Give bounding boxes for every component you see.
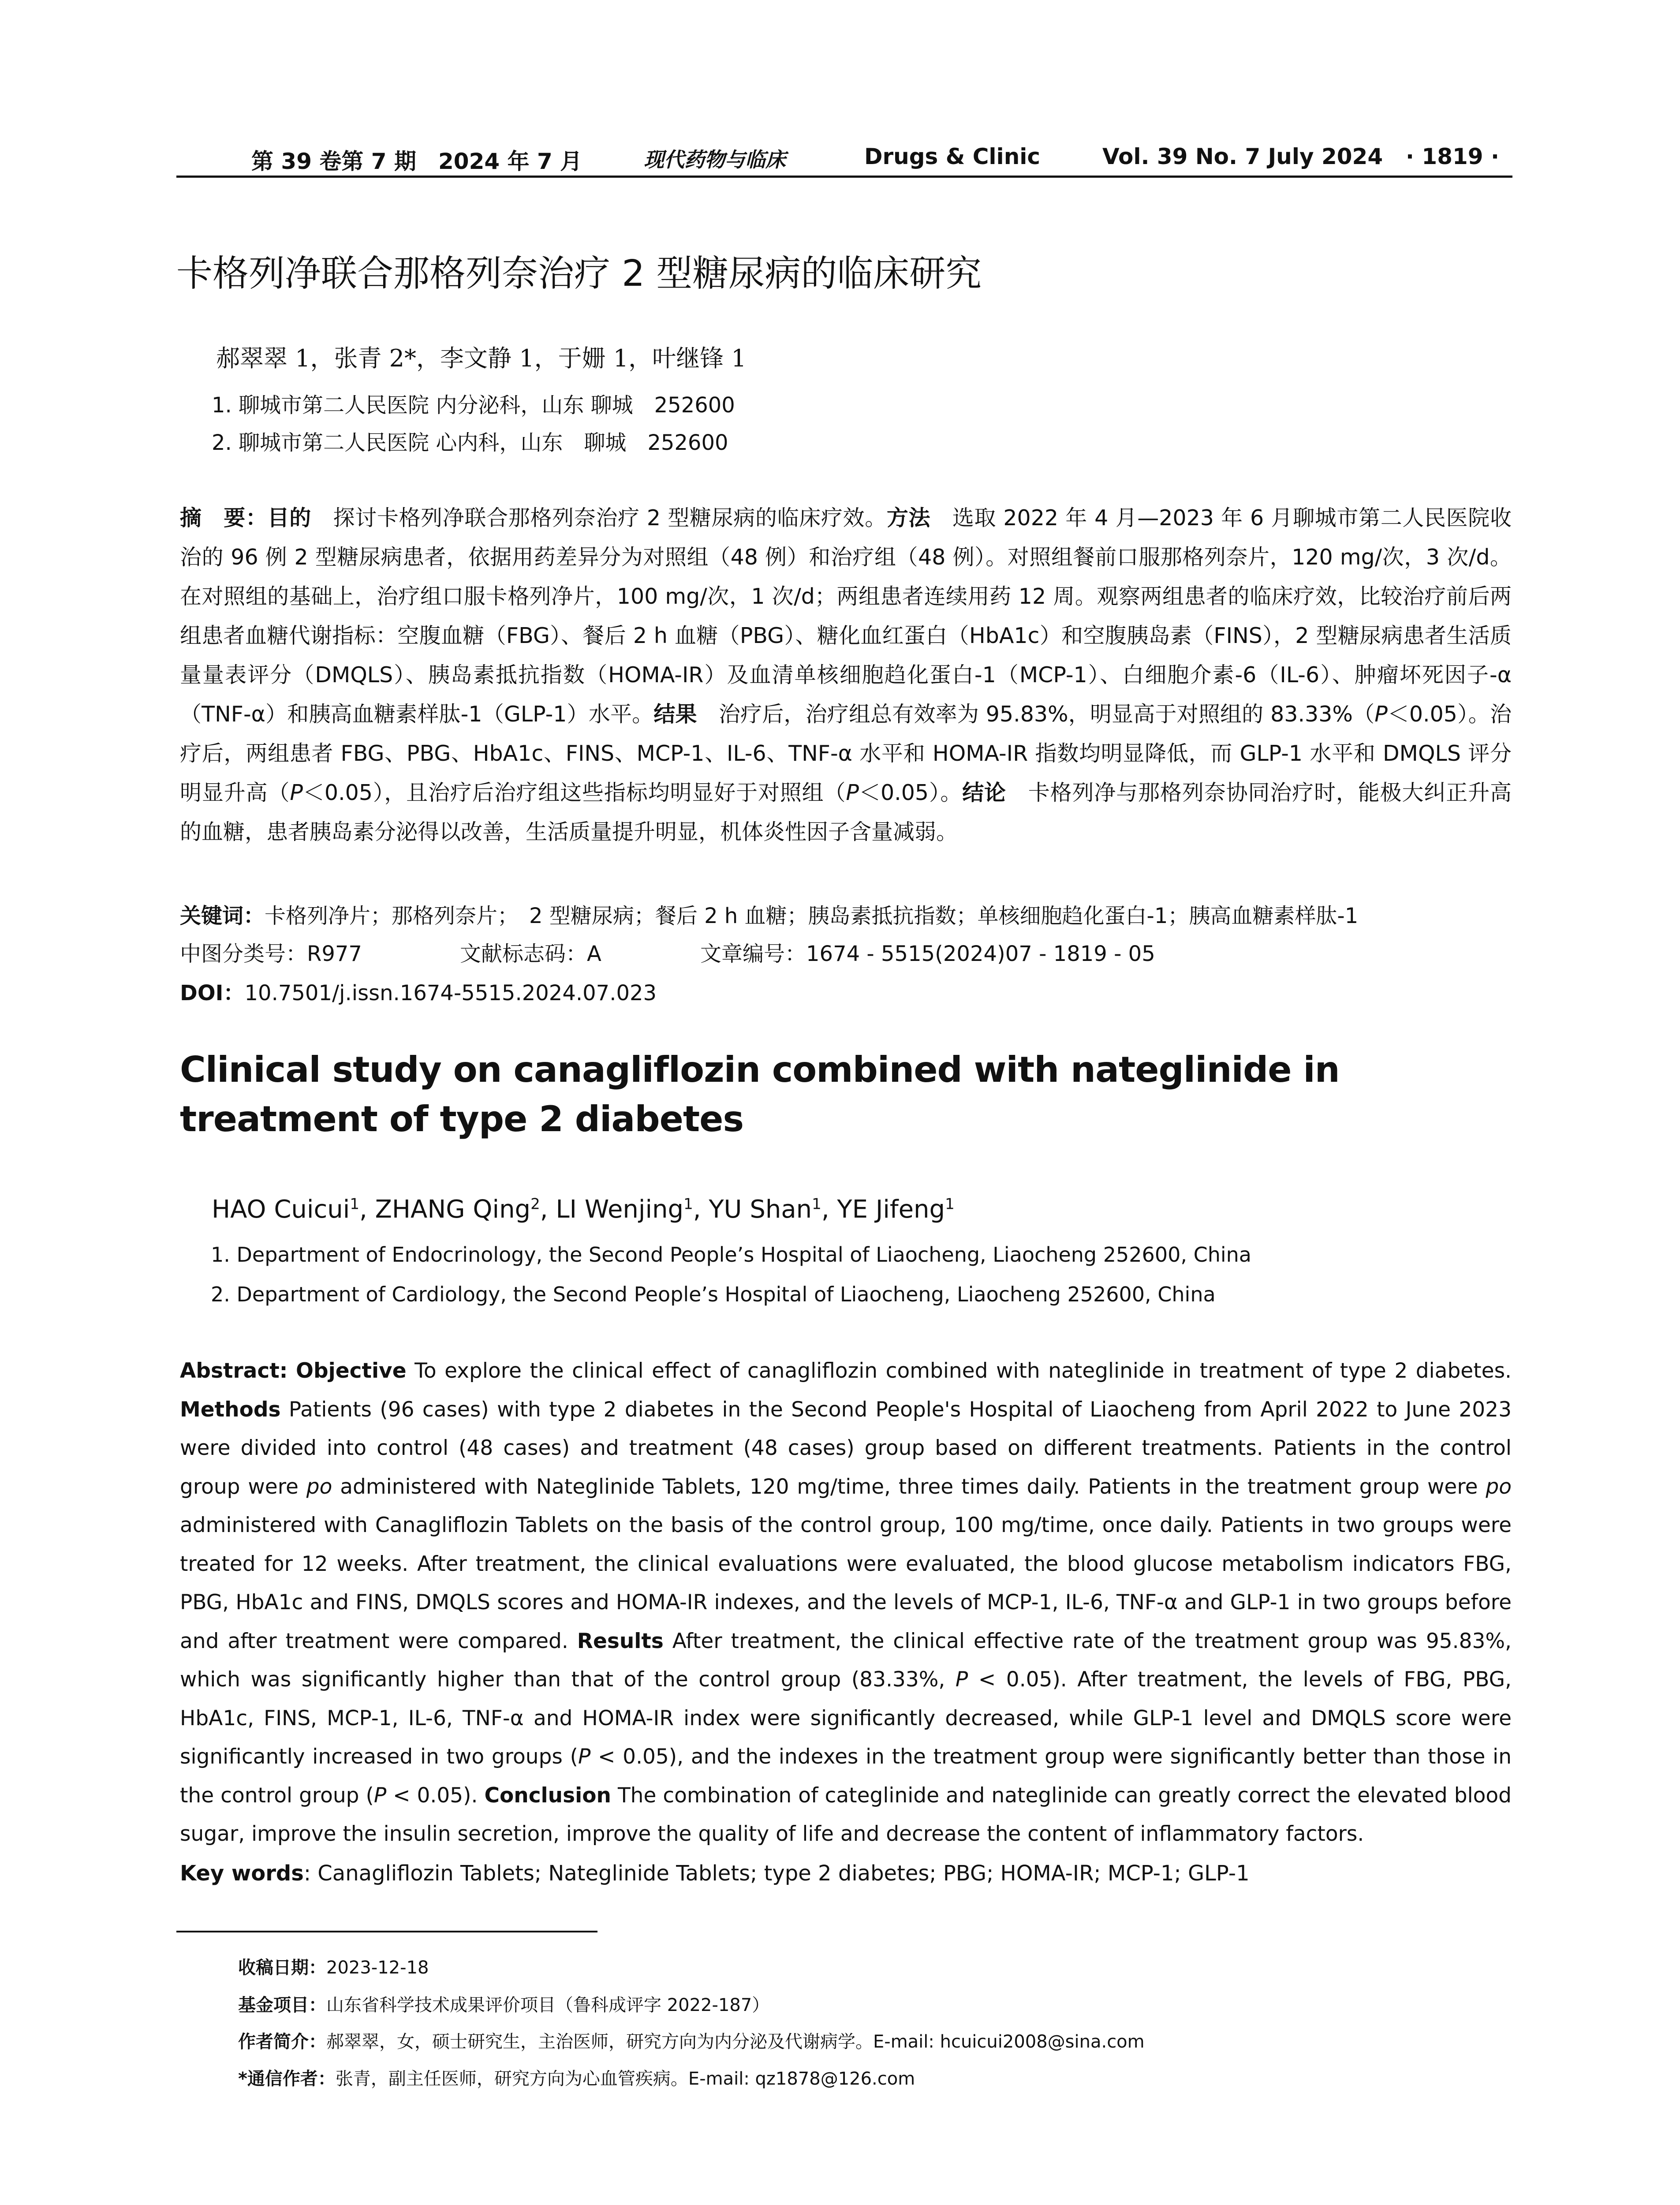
en-keywords-text: : Canagliflozin Tablets; Nateglinide Tablets; type 2 diabetes; PBG; HOMA-IR; MCP-1; GLP-1 — [303, 1861, 1250, 1886]
en-results-label: Results — [577, 1629, 664, 1653]
en-po-term: po — [1486, 1474, 1512, 1499]
cn-abstract — [180, 498, 1512, 852]
bio-label: 作者简介： — [238, 2032, 326, 2052]
footnote-divider — [176, 1931, 597, 1932]
en-methods-text-a: Patients (96 cases) with type 2 diabetes in the Second People's Hospital of Liaocheng from April 2022 to June 2023 were divided into control (48 cases) and treatment (48 cases) group based on different treatments. Patients in the control group were — [180, 1397, 1512, 1499]
en-author-name: YE Jifeng — [837, 1195, 945, 1224]
cn-article-number: 文章编号：1674 - 5515(2024)07 - 1819 - 05 — [700, 942, 1155, 966]
header-journal-cn: 现代药物与临床 — [644, 148, 786, 172]
cn-results-text-b: ＜0.05）。治疗后，两组患者 FBG、PBG、HbA1c、FINS、MCP-1、IL-6、TNF-α 水平和 HOMA-IR 指数均明显降低，而 GLP-1 水平和 DMQLS 评分明显升高（ — [180, 702, 1512, 805]
en-methods-text-c: administered with Canagliflozin Tablets on the basis of the control group, 100 mg/time, once daily. Patients in two groups were treated for 12 weeks. After treatment, the clinical evaluations were evaluated, the blood glucose metabolism indicators FBG, PBG, HbA1c and FINS, DMQLS scores and HOMA-IR indexes, and the levels of MCP-1, IL-6, TNF-α and GLP-1 in two groups before and after treatment were compared. — [180, 1513, 1512, 1653]
cn-objective-text: 探讨卡格列净联合那格列奈治疗 2 型糖尿病的临床疗效。 — [311, 505, 887, 531]
cn-results-text-c: ＜0.05），且治疗后治疗组这些指标均明显好于对照组（ — [302, 780, 846, 805]
en-methods-text-b: administered with Nateglinide Tablets, 120 mg/time, three times daily. Patients in the treatment group were — [332, 1474, 1486, 1499]
en-p-symbol: P — [955, 1667, 968, 1692]
en-objective-label: Objective — [296, 1359, 407, 1383]
en-affiliation-1: 1. Department of Endocrinology, the Second People’s Hospital of Liaocheng, Liaocheng 252600, China — [211, 1243, 1251, 1267]
cn-doi-line — [180, 976, 657, 1006]
cn-conclusion-label: 结论 — [962, 780, 1006, 805]
footnote-corresponding — [238, 2065, 915, 2090]
cn-keywords-text: 卡格列净片；那格列奈片； 2 型糖尿病；餐后 2 h 血糖；胰岛素抵抗指数；单核细胞趋化蛋白-1；胰高血糖素样肽-1 — [265, 904, 1359, 928]
en-conclusion-label: Conclusion — [484, 1783, 611, 1808]
received-label: 收稿日期： — [238, 1958, 326, 1978]
fund-label: 基金项目： — [238, 1995, 326, 2015]
cn-results-text-a: 治疗后，治疗组总有效率为 95.83%，明显高于对照组的 83.33%（ — [697, 702, 1375, 727]
en-affiliation-2: 2. Department of Cardiology, the Second People’s Hospital of Liaocheng, Liaocheng 252600, China — [211, 1282, 1216, 1306]
en-keywords — [180, 1861, 1250, 1886]
footnote-author-bio — [238, 2028, 1145, 2053]
cn-results-label: 结果 — [653, 702, 697, 727]
en-keywords-label: Key words — [180, 1861, 304, 1886]
received-date: 2023-12-18 — [326, 1958, 429, 1978]
en-author-name: LI Wenjing — [556, 1195, 684, 1224]
cn-keywords-label: 关键词： — [180, 904, 265, 928]
cn-p-symbol: P — [290, 780, 303, 805]
header-volume: Vol. 39 No. 7 July 2024 — [1102, 144, 1383, 169]
cn-abstract-label: 摘 要： — [180, 505, 268, 531]
en-results-text-c: < 0.05), and the indexes in the treatment group were significantly better than those in the control group ( — [180, 1745, 1512, 1808]
en-authors: HAO Cuicui$^1$, ZHANG Qing$^2$, LI Wenjing$^1$, YU Shan$^1$, YE Jifeng$^1$ — [212, 1195, 955, 1224]
en-author-aff: 2 — [530, 1195, 540, 1213]
cn-document-code: 文献标志码：A — [460, 942, 601, 966]
en-author-aff: 1 — [945, 1195, 955, 1213]
en-abstract — [180, 1352, 1512, 1854]
cn-p-symbol: P — [846, 780, 859, 805]
cn-title: 卡格列净联合那格列奈治疗 2 型糖尿病的临床研究 — [176, 253, 982, 295]
cn-p-symbol: P — [1374, 702, 1388, 727]
en-po-term: po — [306, 1474, 332, 1499]
en-p-symbol: P — [578, 1745, 591, 1769]
en-author-name: YU Shan — [709, 1195, 812, 1224]
cn-results-text-d: ＜0.05）。 — [859, 780, 963, 805]
header-journal-en: Drugs & Clinic — [864, 144, 1041, 169]
en-objective-text: To explore the clinical effect of canagliflozin combined with nateglinide in treatment of type 2 diabetes. — [406, 1359, 1512, 1383]
en-conclusion-text: The combination of categlinide and nateglinide can greatly correct the elevated blood sugar, improve the insulin secretion, improve the quality of life and decrease the content of inflammatory factors. — [180, 1783, 1512, 1846]
en-results-text-d: < 0.05). — [386, 1783, 478, 1808]
doi-value: 10.7501/j.issn.1674-5515.2024.07.023 — [244, 981, 657, 1005]
corr-label: *通信作者： — [238, 2069, 336, 2089]
cn-methods-label: 方法 — [886, 505, 931, 531]
footnote-received — [238, 1954, 429, 1979]
en-author-name: HAO Cuicui — [212, 1195, 350, 1224]
en-author-aff: 1 — [683, 1195, 693, 1213]
bio-text: 郝翠翠，女，硕士研究生，主治医师，研究方向为内分泌及代谢病学。E-mail: hcuicui2008@sina.com — [326, 2032, 1145, 2052]
en-abstract-label: Abstract: — [180, 1359, 288, 1383]
cn-keywords — [180, 899, 1358, 929]
cn-clc-number: 中图分类号：R977 — [180, 942, 362, 966]
en-p-symbol: P — [373, 1783, 387, 1808]
doi-label: DOI： — [180, 981, 245, 1005]
fund-text: 山东省科学技术成果评价项目（鲁科成评字 2022-187） — [326, 1995, 770, 2015]
cn-objective-label: 目的 — [267, 505, 311, 531]
cn-authors: 郝翠翠 1，张青 2*，李文静 1，于姗 1，叶继锋 1 — [216, 344, 747, 372]
header-issue: 第 39 卷第 7 期 2024 年 7 月 — [251, 149, 582, 174]
en-author-aff: 1 — [812, 1195, 821, 1213]
footnote-fund — [238, 1991, 769, 2016]
cn-conclusion-text: 卡格列净与那格列奈协同治疗时，能极大纠正升高的血糖，患者胰岛素分泌得以改善，生活质量提升明显，机体炎性因子含量减弱。 — [180, 780, 1512, 845]
cn-affiliation-2: 2. 聊城市第二人民医院 心内科，山东 聊城 252600 — [212, 430, 728, 455]
en-title: Clinical study on canagliflozin combined with nateglinide in treatment of type 2 diabetes — [180, 1049, 1340, 1140]
header-page-number: · 1819 · — [1406, 144, 1499, 169]
cn-affiliation-1: 1. 聊城市第二人民医院 内分泌科，山东 聊城 252600 — [212, 393, 735, 418]
corr-text: 张青，副主任医师，研究方向为心血管疾病。E-mail: qz1878@126.com — [335, 2069, 915, 2089]
en-author-name: ZHANG Qing — [375, 1195, 531, 1224]
en-results-text-b: < 0.05). After treatment, the levels of FBG, PBG, HbA1c, FINS, MCP-1, IL-6, TNF-α and HOMA-IR index were significantly decreased, while GLP-1 level and DMQLS score were significantly increased in two groups ( — [180, 1667, 1512, 1769]
en-author-aff: 1 — [350, 1195, 359, 1213]
en-methods-label: Methods — [180, 1397, 281, 1422]
running-header — [176, 140, 1512, 178]
cn-methods-text: 选取 2022 年 4 月—2023 年 6 月聊城市第二人民医院收治的 96 例 2 型糖尿病患者，依据用药差异分为对照组（48 例）和治疗组（48 例）。对照组餐前口服那格列奈片，120 mg/次，3 次/d。在对照组的基础上，治疗组口服卡格列净片，100 mg/次，1 次/d；两组患者连续用药 12 周。观察两组患者的临床疗效，比较治疗前后两组患者血糖代谢指标：空腹血糖（FBG）、餐后 2 h 血糖（PBG）、糖化血红蛋白（HbA1c）和空腹胰岛素（FINS），2 型糖尿病患者生活质量量表评分（DMQLS）、胰岛素抵抗指数（HOMA-IR）及血清单核细胞趋化蛋白-1（MCP-1）、白细胞介素-6（IL-6）、肿瘤坏死因子-α（TNF-α）和胰高血糖素样肽-1（GLP-1）水平。 — [180, 505, 1512, 727]
en-results-text-a: After treatment, the clinical effective rate of the treatment group was 95.83%, which was significantly higher than that of the control group (83.33%, — [180, 1629, 1512, 1692]
